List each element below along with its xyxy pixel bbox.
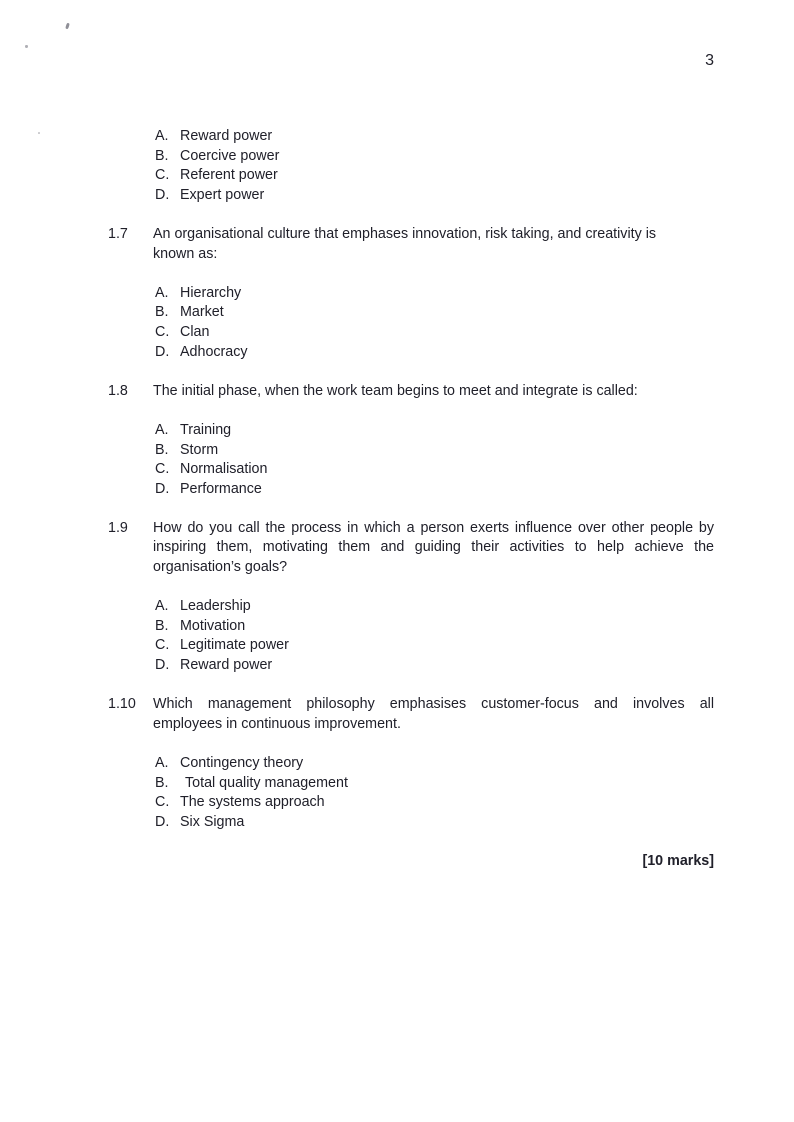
option-label: The systems approach xyxy=(180,794,325,811)
question-1-7 xyxy=(108,225,714,264)
question-number: 1.10 xyxy=(108,696,136,713)
page-number: 3 xyxy=(705,52,714,69)
option-label: Total quality management xyxy=(185,774,348,791)
option-label: Reward power xyxy=(180,657,273,674)
option-letter: D. xyxy=(155,343,170,360)
option-item xyxy=(155,421,714,441)
option-letter: A. xyxy=(155,755,169,771)
question-text-line: employees in continuous improvement. xyxy=(153,715,401,732)
option-label: Expert power xyxy=(180,186,265,203)
option-letter: C. xyxy=(155,461,170,478)
option-item xyxy=(155,186,714,206)
option-letter: C. xyxy=(155,794,170,811)
question-text xyxy=(153,382,714,402)
option-label: Storm xyxy=(180,441,219,458)
option-label: Motivation xyxy=(180,617,246,634)
question-text xyxy=(153,695,714,734)
marks-total: [10 marks] xyxy=(642,852,714,869)
option-item xyxy=(155,303,714,323)
question-1-8 xyxy=(108,382,714,402)
option-item xyxy=(155,754,714,774)
option-label: Hierarchy xyxy=(180,284,242,301)
option-item xyxy=(155,617,714,637)
option-label: Clan xyxy=(180,323,210,340)
option-item xyxy=(155,774,714,794)
option-item xyxy=(155,813,714,833)
option-letter: A. xyxy=(155,284,169,301)
question-text-line: inspiring them, motivating them and guiding their activities to help achieve the xyxy=(153,539,714,556)
question-text-line: The initial phase, when the work team begins to meet and integrate is called: xyxy=(153,382,638,399)
option-label: Referent power xyxy=(180,167,278,184)
option-item xyxy=(155,323,714,343)
option-label: Performance xyxy=(180,480,262,497)
option-letter: D. xyxy=(155,480,170,497)
question-text-line: An organisational culture that emphases innovation, risk taking, and creativity is xyxy=(153,225,657,242)
option-letter: B. xyxy=(155,304,169,321)
option-letter: B. xyxy=(155,441,169,458)
option-label: Coercive power xyxy=(180,147,280,164)
question-1-9 xyxy=(108,519,714,578)
option-label: Legitimate power xyxy=(180,637,289,654)
option-item xyxy=(155,284,714,304)
page-content xyxy=(108,127,714,872)
option-letter: A. xyxy=(155,421,169,438)
option-label: Six Sigma xyxy=(180,813,245,830)
option-letter: B. xyxy=(155,147,169,164)
options-list-1-8 xyxy=(155,421,714,499)
option-item xyxy=(155,793,714,813)
option-item xyxy=(155,597,714,617)
option-item xyxy=(155,480,714,500)
options-list-1-9 xyxy=(155,597,714,675)
option-letter: D. xyxy=(155,186,170,203)
options-list-1-7 xyxy=(155,284,714,362)
scan-speck xyxy=(25,45,28,48)
carryover-options-list xyxy=(155,127,714,205)
option-letter: B. xyxy=(155,617,169,634)
option-letter: C. xyxy=(155,167,170,184)
option-item xyxy=(155,147,714,167)
option-item xyxy=(155,656,714,676)
option-letter: C. xyxy=(155,637,170,654)
option-item xyxy=(155,460,714,480)
scan-speck xyxy=(65,23,70,30)
option-item xyxy=(155,441,714,461)
option-label: Normalisation xyxy=(180,461,268,478)
option-letter: A. xyxy=(155,128,169,144)
question-text xyxy=(153,519,714,578)
option-item xyxy=(155,127,714,147)
question-number: 1.9 xyxy=(108,519,128,536)
option-label: Contingency theory xyxy=(180,755,304,771)
option-item xyxy=(155,166,714,186)
question-1-10 xyxy=(108,695,714,734)
option-letter: C. xyxy=(155,323,170,340)
option-label: Training xyxy=(180,421,232,438)
option-label: Market xyxy=(180,304,224,321)
question-text-line: How do you call the process in which a person exerts influence over other people by xyxy=(153,519,714,536)
options-list-1-10 xyxy=(155,754,714,832)
option-item xyxy=(155,636,714,656)
question-text-line: organisation’s goals? xyxy=(153,559,288,576)
option-letter: A. xyxy=(155,598,169,615)
option-item xyxy=(155,343,714,363)
option-letter: B. xyxy=(155,774,169,791)
option-letter: D. xyxy=(155,657,170,674)
scan-speck xyxy=(38,132,40,134)
question-text-line: known as: xyxy=(153,245,218,262)
question-text xyxy=(153,225,714,264)
question-text-line: Which management philosophy emphasises customer-focus and involves all xyxy=(153,696,714,713)
question-number: 1.8 xyxy=(108,382,128,399)
option-label: Leadership xyxy=(180,598,251,615)
question-number: 1.7 xyxy=(108,225,128,242)
option-letter: D. xyxy=(155,813,170,830)
option-label: Reward power xyxy=(180,128,273,144)
option-label: Adhocracy xyxy=(180,343,248,360)
